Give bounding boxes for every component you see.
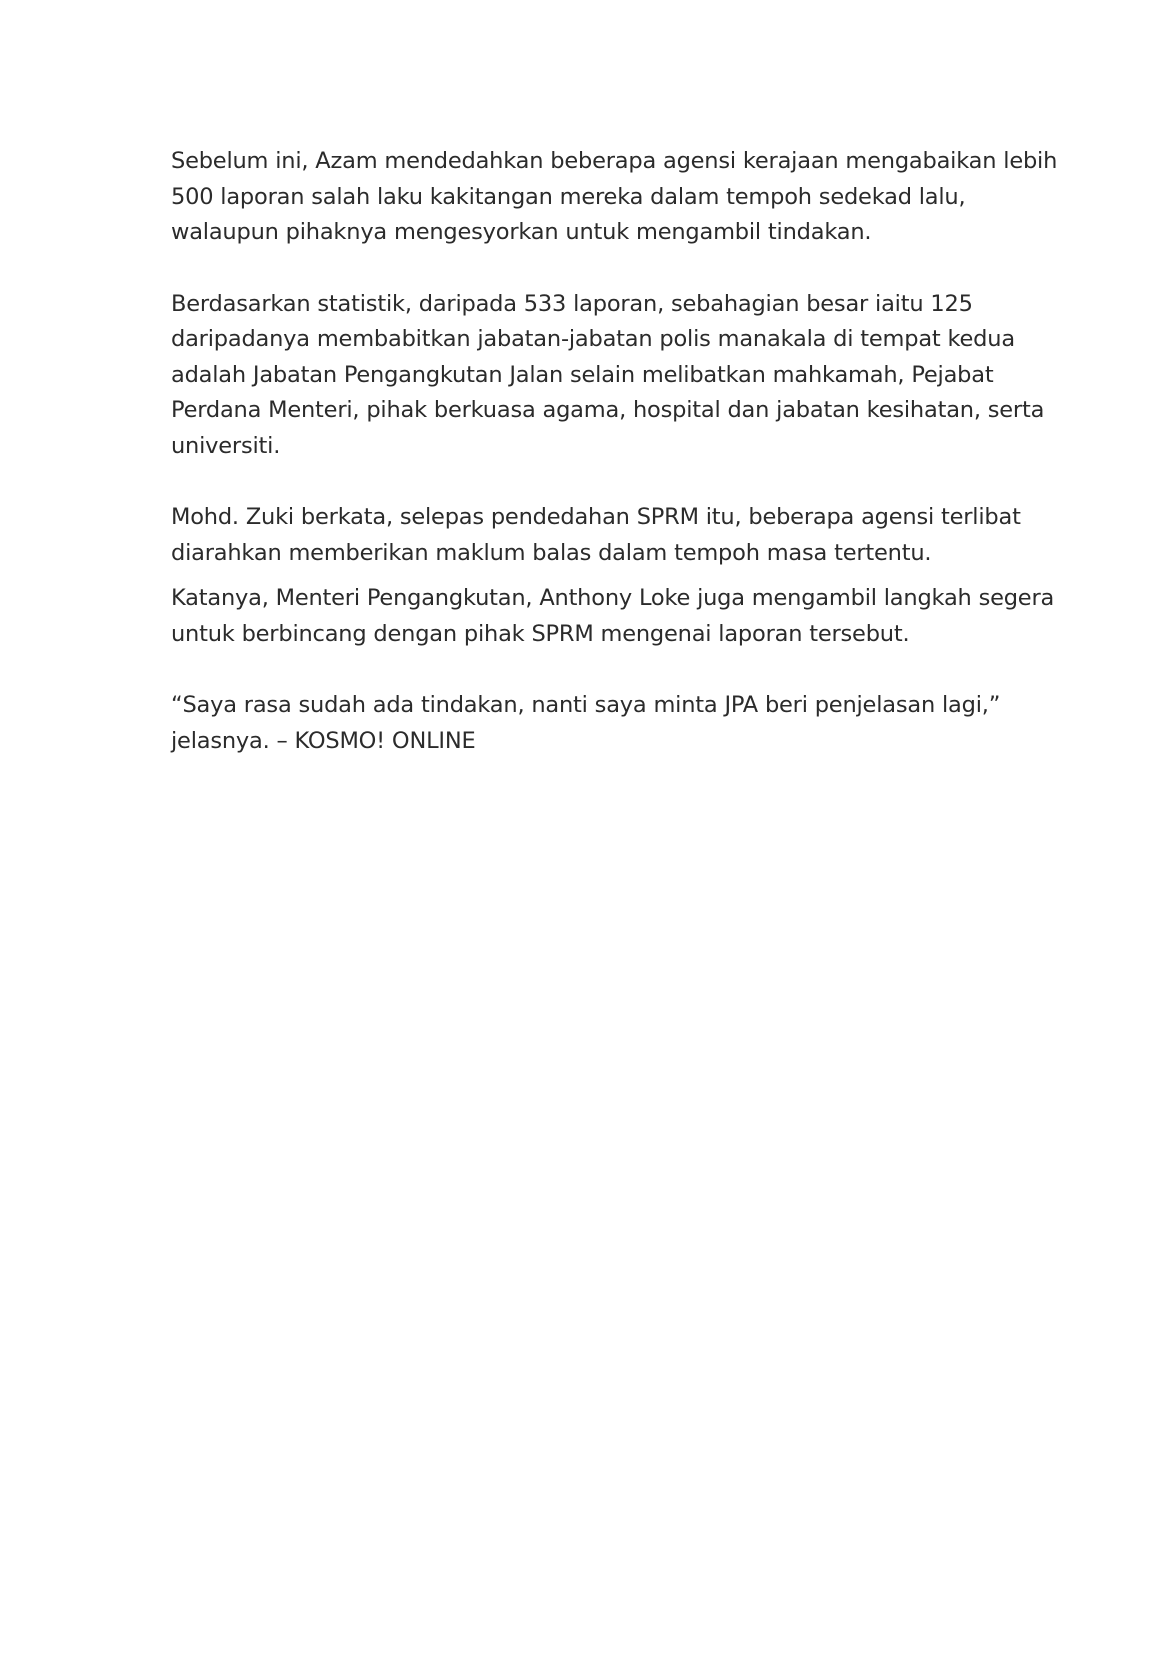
paragraph-3: Mohd. Zuki berkata, selepas pendedahan SPRM itu, beberapa agensi terlibat diarahkan memberikan maklum balas dalam tempoh masa tertentu. — [171, 504, 1021, 566]
paragraph-4: Katanya, Menteri Pengangkutan, Anthony Loke juga mengambil langkah segera untuk berbincang dengan pihak SPRM mengenai laporan tersebut. — [171, 585, 1055, 647]
paragraph-5: “Saya rasa sudah ada tindakan, nanti saya minta JPA beri penjelasan lagi,” jelasnya. – KOSMO! ONLINE — [171, 692, 1001, 754]
paragraph-1: Sebelum ini, Azam mendedahkan beberapa agensi kerajaan mengabaikan lebih 500 laporan salah laku kakitangan mereka dalam tempoh sedekad lalu, walaupun pihaknya mengesyorkan untuk mengambil tindakan. — [171, 148, 1058, 245]
article-body — [171, 144, 1076, 759]
paragraph-2: Berdasarkan statistik, daripada 533 laporan, sebahagian besar iaitu 125 daripadanya membabitkan jabatan-jabatan polis manakala di tempat kedua adalah Jabatan Pengangkutan Jalan selain melibatkan mahkamah, Pejabat Perdana Menteri, pihak berkuasa agama, hospital dan jabatan kesihatan, serta universiti. — [171, 290, 1045, 459]
